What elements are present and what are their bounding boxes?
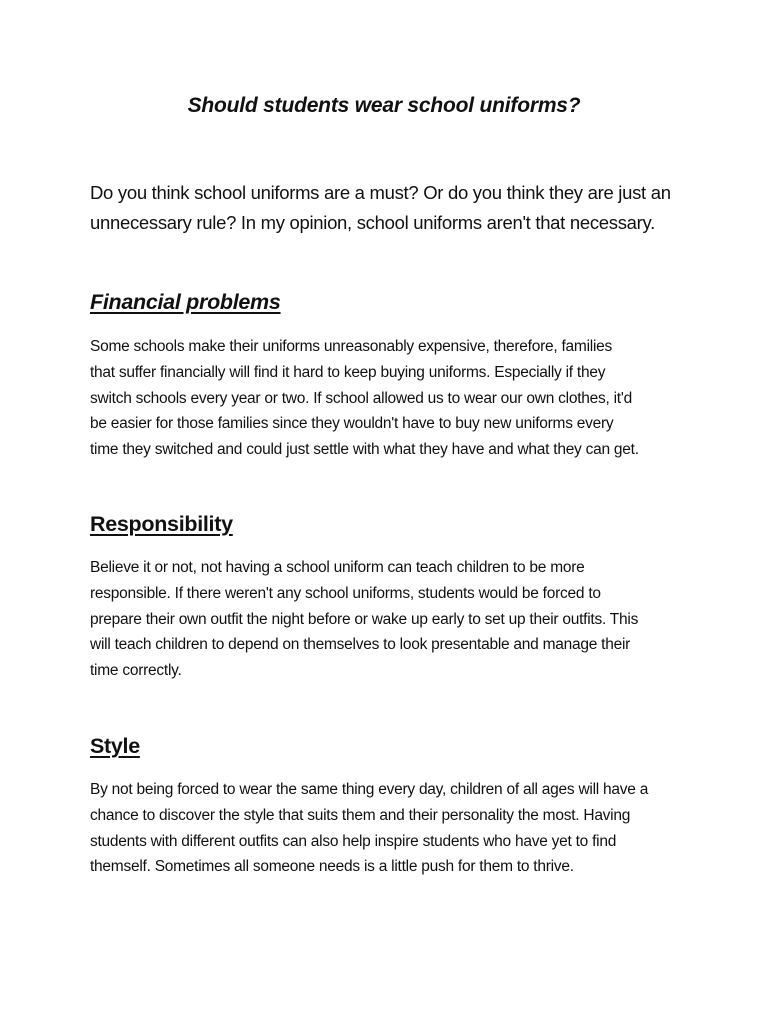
document-title: Should students wear school uniforms? xyxy=(187,94,581,117)
paragraph-line: chance to discover the style that suits them and their personality the most. Having xyxy=(90,806,631,824)
intro-line: Do you think school uniforms are a must? Or do you think they are just an xyxy=(90,182,671,203)
paragraph-line: responsible. If there weren't any school uniforms, students would be forced to xyxy=(90,584,601,602)
section-paragraph-style xyxy=(90,777,690,880)
paragraph-line: that suffer financially will find it hard to keep buying uniforms. Especially if they xyxy=(90,363,606,381)
section-heading-style: Style xyxy=(90,734,140,758)
section-paragraph-financial-problems xyxy=(90,334,690,463)
section-heading-responsibility: Responsibility xyxy=(90,512,233,536)
paragraph-line: time they switched and could just settle with what they have and what they can get. xyxy=(90,441,639,459)
paragraph-line: students with different outfits can also help inspire students who have yet to find xyxy=(90,832,617,850)
paragraph-line: time correctly. xyxy=(90,662,182,680)
paragraph-line: be easier for those families since they wouldn't have to buy new uniforms every xyxy=(90,415,614,433)
paragraph-line: switch schools every year or two. If school allowed us to wear our own clothes, it'd xyxy=(90,389,632,407)
paragraph-line: Some schools make their uniforms unreasonably expensive, therefore, families xyxy=(90,338,613,355)
paragraph-line: Believe it or not, not having a school uniform can teach children to be more xyxy=(90,559,585,576)
paragraph-line: prepare their own outfit the night before or wake up early to set up their outfits. This xyxy=(90,610,639,628)
paragraph-line: By not being forced to wear the same thing every day, children of all ages will have a xyxy=(90,781,649,798)
intro-paragraph xyxy=(90,178,690,238)
paragraph-line: themself. Sometimes all someone needs is a little push for them to thrive. xyxy=(90,858,574,876)
paragraph-line: will teach children to depend on themselves to look presentable and manage their xyxy=(90,636,631,654)
section-paragraph-responsibility xyxy=(90,555,690,684)
intro-line: unnecessary rule? In my opinion, school uniforms aren't that necessary. xyxy=(90,212,655,233)
section-heading-financial-problems: Financial problems xyxy=(90,290,281,314)
